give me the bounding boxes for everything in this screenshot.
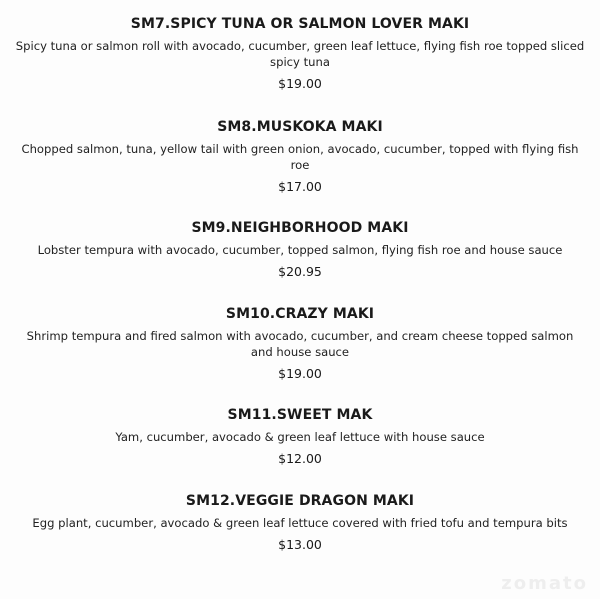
- item-title: SM8.MUSKOKA MAKI: [217, 119, 383, 135]
- item-title: SM10.CRAZY MAKI: [225, 306, 375, 322]
- item-description: Egg plant, cucumber, avocado & green leaf lettuce covered with fried tofu and tempura bits: [32, 516, 568, 530]
- item-title: SM7.SPICY TUNA OR SALMON LOVER MAKI: [130, 16, 470, 32]
- menu-item: [10, 406, 590, 467]
- item-price: $20.95: [278, 264, 322, 279]
- item-price: $12.00: [278, 451, 322, 466]
- item-title: SM9.NEIGHBORHOOD MAKI: [191, 220, 409, 236]
- menu-item: [10, 118, 590, 195]
- item-title: SM12.VEGGIE DRAGON MAKI: [185, 493, 415, 509]
- item-title: SM11.SWEET MAK: [227, 407, 373, 423]
- item-price: $17.00: [278, 179, 322, 194]
- item-description: Shrimp tempura and fired salmon with avocado, cucumber, and cream cheese topped salmon and house sauce: [26, 329, 574, 359]
- item-description: Yam, cucumber, avocado & green leaf lettuce with house sauce: [115, 430, 485, 444]
- item-price: $19.00: [278, 76, 322, 91]
- item-description: Spicy tuna or salmon roll with avocado, cucumber, green leaf lettuce, flying fish roe topped sliced spicy tuna: [15, 39, 585, 69]
- item-description: Lobster tempura with avocado, cucumber, topped salmon, flying fish roe and house sauce: [37, 243, 563, 257]
- item-description: Chopped salmon, tuna, yellow tail with green onion, avocado, cucumber, topped with flying fish roe: [21, 142, 579, 172]
- item-price: $19.00: [278, 366, 322, 381]
- watermark: zomato: [501, 573, 588, 594]
- menu-item: [10, 305, 590, 382]
- item-price: $13.00: [278, 537, 322, 552]
- menu-item: [10, 15, 590, 92]
- menu-item: [10, 492, 590, 553]
- menu-item: [10, 219, 590, 280]
